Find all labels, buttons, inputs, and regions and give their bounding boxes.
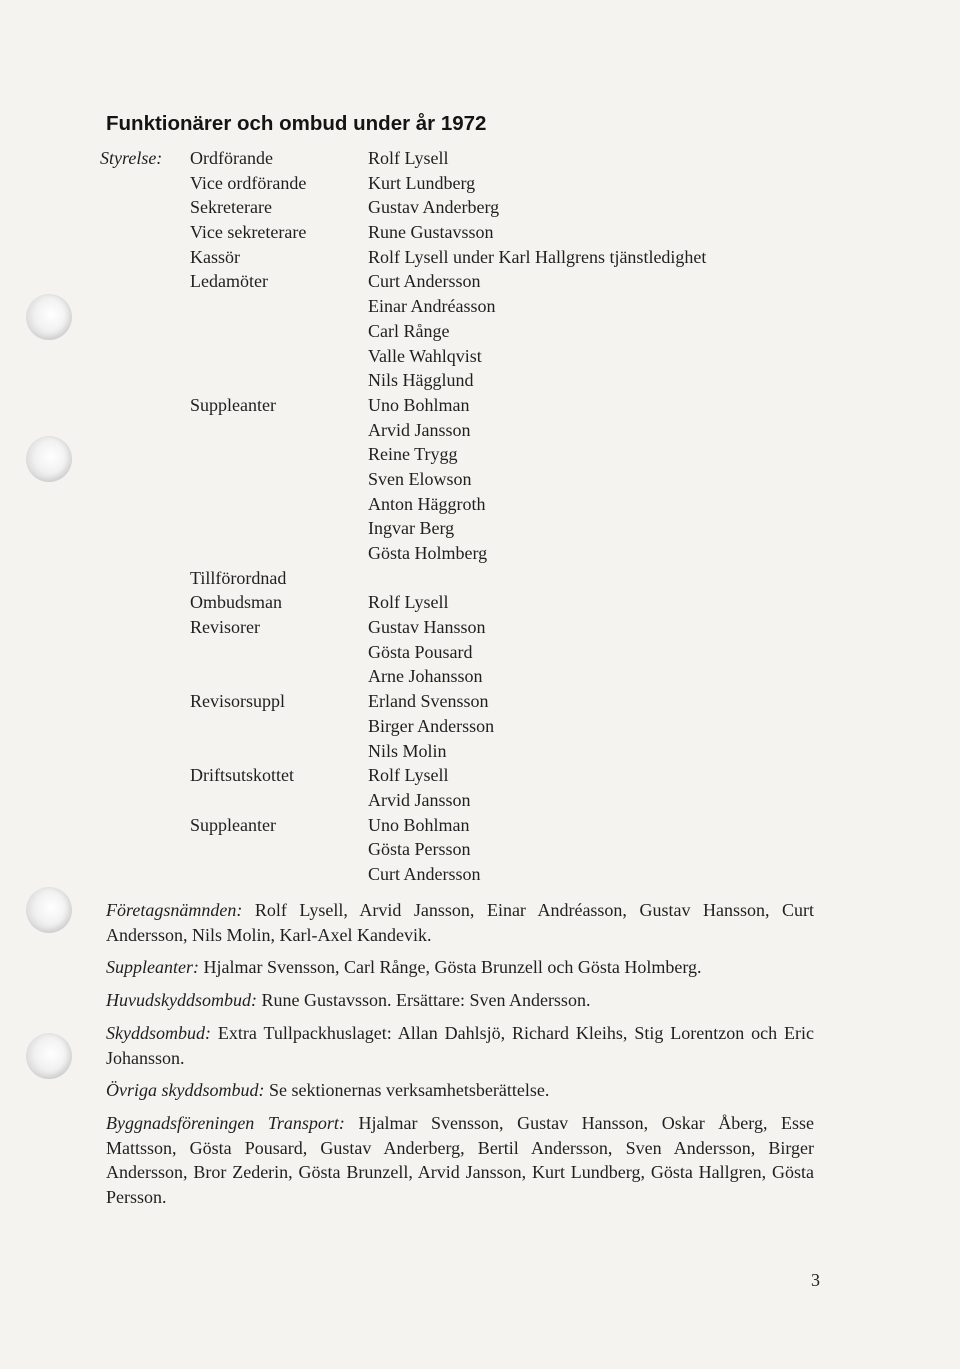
roster-role: [190, 442, 368, 467]
roster-role: Driftsutskottet: [190, 765, 294, 786]
committee-paragraph: [106, 955, 814, 980]
roster-role: [190, 294, 368, 319]
committee-members: Extra Tullpackhuslaget: Allan Dahlsjö, Richard Kleihs, Stig Lorentzon och Eric Johansson.: [106, 1022, 815, 1068]
roster-name: Sven Elowson: [368, 468, 472, 489]
roster-role: [190, 739, 368, 764]
roster-section-label: [100, 467, 190, 492]
committee-members: Rune Gustavsson. Ersättare: Sven Andersson.: [261, 990, 591, 1011]
officials-roster: [100, 146, 706, 887]
roster-name: Reine Trygg: [368, 444, 458, 465]
committee-label: Huvudskyddsombud:: [106, 990, 257, 1011]
roster-role: [190, 516, 368, 541]
roster-section-label: [100, 714, 190, 739]
roster-role: [190, 788, 368, 813]
roster-section-label: [100, 195, 190, 220]
roster-section-label: [100, 739, 190, 764]
roster-name: Curt Andersson: [368, 863, 481, 884]
roster-section-label: [100, 492, 190, 517]
roster-role: [190, 344, 368, 369]
roster-section-label: [100, 220, 190, 245]
roster-row: [100, 516, 706, 541]
committee-members: Se sektionernas verksamhetsberättelse.: [268, 1080, 550, 1101]
roster-role: Ordförande: [190, 148, 273, 168]
roster-name: Gustav Anderberg: [368, 197, 500, 218]
roster-row: [100, 418, 706, 443]
roster-name: Uno Bohlman: [368, 814, 470, 835]
roster-section-label: [100, 245, 190, 270]
roster-name: [368, 566, 706, 591]
roster-row: [100, 739, 706, 764]
roster-role: [190, 714, 368, 739]
roster-name: Rolf Lysell: [368, 765, 449, 786]
roster-name: Arvid Jansson: [368, 789, 471, 810]
roster-role: Tillförordnad: [190, 567, 287, 588]
roster-role: [190, 492, 368, 517]
roster-name: Ingvar Berg: [368, 518, 455, 539]
roster-row: [100, 319, 706, 344]
roster-row: [100, 146, 706, 171]
roster-row: [100, 344, 706, 369]
roster-name: Uno Bohlman: [368, 394, 470, 415]
roster-row: [100, 590, 706, 615]
roster-name: Kurt Lundberg: [368, 172, 476, 193]
roster-row: [100, 467, 706, 492]
committee-members: Hjalmar Svensson, Carl Rånge, Gösta Brunzell och Gösta Holmberg.: [203, 957, 702, 978]
roster-row: [100, 566, 706, 591]
roster-section-label: [100, 294, 190, 319]
roster-row: [100, 245, 706, 270]
roster-role: Ombudsman: [190, 592, 282, 613]
roster-name: Gösta Holmberg: [368, 543, 488, 563]
roster-row: [100, 714, 706, 739]
committee-label: Skyddsombud:: [106, 1022, 211, 1043]
roster-row: [100, 813, 706, 838]
roster-section-label: [100, 689, 190, 714]
roster-section-label: [100, 590, 190, 615]
roster-section-label: [100, 442, 190, 467]
roster-section-label: [100, 541, 190, 566]
roster-role: Vice sekreterare: [190, 222, 307, 243]
roster-role: [190, 640, 368, 665]
roster-name: Curt Andersson: [368, 271, 481, 292]
committee-paragraph: [106, 1021, 814, 1070]
roster-role: [190, 418, 368, 443]
roster-role: [190, 541, 368, 566]
roster-section-label: [100, 788, 190, 813]
roster-name: Rolf Lysell: [368, 592, 449, 613]
roster-role: [190, 862, 368, 887]
roster-row: [100, 640, 706, 665]
roster-role: [190, 467, 368, 492]
roster-name: Erland Svensson: [368, 691, 489, 712]
roster-name: Nils Hägglund: [368, 370, 474, 391]
roster-section-label: [100, 269, 190, 294]
roster-name: Rolf Lysell: [368, 148, 449, 168]
roster-section-label: [100, 516, 190, 541]
roster-role: Suppleanter: [190, 394, 276, 415]
roster-row: [100, 294, 706, 319]
committees-section: [106, 898, 814, 1218]
roster-row: [100, 171, 706, 196]
roster-name: Nils Molin: [368, 740, 447, 761]
roster-name: Einar Andréasson: [368, 296, 496, 317]
committee-members: Hjalmar Svensson, Gustav Hansson, Oskar Åberg, Esse Mattsson, Gösta Pousard, Gustav Anderberg, Bertil Andersson, Sven Andersson, Birger Andersson, Bror Zederin, Gösta Brunzell, Arvid Jansson, Kurt Lundberg, Gösta Hallgren, Gösta Persson.: [106, 1112, 814, 1208]
roster-name: Gösta Pousard: [368, 641, 473, 662]
roster-section-label: [100, 664, 190, 689]
roster-name: Anton Häggroth: [368, 493, 486, 514]
roster-role: Vice ordförande: [190, 172, 307, 193]
roster-section-label: [100, 615, 190, 640]
roster-name: Gustav Hansson: [368, 617, 486, 638]
roster-role: Revisorsuppl: [190, 691, 286, 712]
roster-section-label: [100, 418, 190, 443]
roster-section-label: Styrelse:: [100, 148, 163, 168]
roster-row: [100, 788, 706, 813]
roster-name: Valle Wahlqvist: [368, 345, 482, 366]
binder-hole-3: [26, 887, 72, 933]
roster-row: [100, 368, 706, 393]
roster-row: [100, 492, 706, 517]
roster-role: [190, 319, 368, 344]
roster-role: [190, 837, 368, 862]
roster-role: [190, 664, 368, 689]
roster-row: [100, 615, 706, 640]
committee-paragraph: [106, 1111, 814, 1210]
page-number: 3: [811, 1270, 820, 1290]
roster-name: Rolf Lysell under Karl Hallgrens tjänstledighet: [368, 246, 707, 267]
roster-row: [100, 269, 706, 294]
roster-role: Suppleanter: [190, 814, 276, 835]
committee-label: Företagsnämnden:: [106, 900, 243, 920]
roster-name: Carl Rånge: [368, 320, 450, 341]
roster-role: Ledamöter: [190, 271, 268, 292]
roster-section-label: [100, 344, 190, 369]
roster-section-label: [100, 837, 190, 862]
roster-row: [100, 763, 706, 788]
roster-row: [100, 862, 706, 887]
roster-section-label: [100, 319, 190, 344]
roster-role: Revisorer: [190, 617, 260, 638]
roster-section-label: [100, 393, 190, 418]
roster-name: Arne Johansson: [368, 666, 483, 687]
roster-row: [100, 837, 706, 862]
roster-role: Kassör: [190, 246, 240, 267]
committee-paragraph: [106, 898, 814, 947]
roster-row: [100, 393, 706, 418]
binder-hole-4: [26, 1033, 72, 1079]
roster-section-label: [100, 763, 190, 788]
committee-paragraph: [106, 988, 814, 1013]
roster-name: Rune Gustavsson: [368, 222, 494, 243]
binder-hole-1: [26, 294, 72, 340]
roster-row: [100, 442, 706, 467]
committee-paragraph: [106, 1078, 814, 1103]
committee-label: Övriga skyddsombud:: [106, 1080, 265, 1101]
roster-name: Gösta Persson: [368, 839, 471, 860]
roster-section-label: [100, 171, 190, 196]
roster-section-label: [100, 368, 190, 393]
roster-section-label: [100, 813, 190, 838]
roster-section-label: [100, 640, 190, 665]
binder-hole-2: [26, 436, 72, 482]
roster-row: [100, 195, 706, 220]
roster-row: [100, 689, 706, 714]
roster-role: [190, 368, 368, 393]
roster-section-label: [100, 862, 190, 887]
roster-row: [100, 664, 706, 689]
roster-section-label: [100, 566, 190, 591]
roster-name: Arvid Jansson: [368, 419, 471, 440]
page-heading: Funktionärer och ombud under år 1972: [106, 112, 487, 135]
roster-name: Birger Andersson: [368, 715, 495, 736]
committee-label: Byggnadsföreningen Transport:: [106, 1112, 345, 1133]
committee-members: Rolf Lysell, Arvid Jansson, Einar Andréasson, Gustav Hansson, Curt Andersson, Nils Molin, Karl-Axel Kandevik.: [106, 900, 815, 945]
roster-row: [100, 541, 706, 566]
committee-label: Suppleanter:: [106, 957, 199, 978]
roster-role: Sekreterare: [190, 197, 272, 218]
roster-row: [100, 220, 706, 245]
